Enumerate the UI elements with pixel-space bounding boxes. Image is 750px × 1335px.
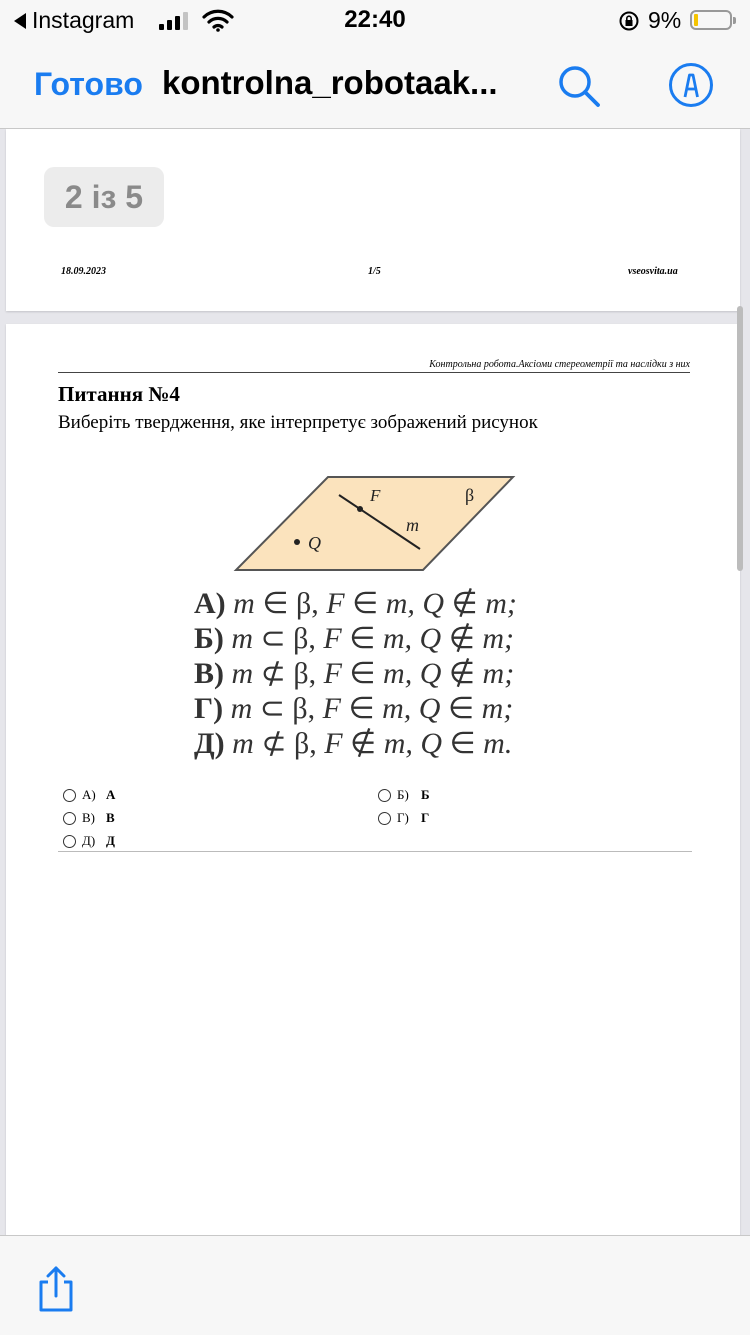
radio-button-icon[interactable] [63, 835, 76, 848]
divider [58, 851, 692, 852]
document-navbar [0, 44, 750, 129]
point-Q [294, 539, 300, 545]
page-header: Контрольна робота.Аксіоми стереометрії та наслідки з них [58, 359, 690, 373]
page-counter-badge: 2 із 5 [44, 167, 164, 227]
markup-pen-icon[interactable] [668, 62, 714, 108]
answer-option-v[interactable]: В) В [63, 810, 115, 826]
pdf-page-1 [6, 129, 740, 311]
footer-page-number: 1/5 [368, 266, 381, 277]
statement-b: Б) m ⊂ β, F ∈ m, Q ∉ m; [194, 622, 515, 655]
status-time: 22:40 [344, 6, 406, 33]
statement-g: Г) m ⊂ β, F ∈ m, Q ∈ m; [194, 692, 514, 725]
share-icon[interactable] [34, 1264, 78, 1314]
vertical-scrollbar[interactable] [737, 306, 743, 571]
footer-date: 18.09.2023 [61, 266, 106, 277]
battery-percent: 9% [648, 7, 682, 33]
plane-line-figure [231, 469, 521, 574]
rotation-lock-icon [617, 9, 641, 33]
statement-v: В) m ⊄ β, F ∈ m, Q ∉ m; [194, 657, 515, 690]
label-m: m [406, 515, 419, 535]
radio-button-icon[interactable] [378, 789, 391, 802]
done-button[interactable]: Готово [34, 66, 143, 102]
question-text: Виберіть твердження, яке інтерпретує зображений рисунок [58, 412, 538, 433]
statement-list [194, 586, 517, 761]
pdf-viewer[interactable] [0, 129, 750, 1235]
answer-option-g[interactable]: Г) Г [378, 810, 429, 826]
back-app-label: Instagram [32, 7, 135, 33]
label-F: F [370, 486, 381, 505]
label-Q: Q [308, 533, 321, 553]
pdf-page-2 [6, 324, 740, 1235]
statement-a: А) m ∈ β, F ∈ m, Q ∉ m; [194, 587, 517, 620]
radio-button-icon[interactable] [378, 812, 391, 825]
bottom-toolbar [0, 1235, 750, 1335]
footer-site: vseosvita.ua [628, 266, 678, 277]
radio-button-icon[interactable] [63, 789, 76, 802]
answer-option-d[interactable]: Д) Д [63, 833, 115, 849]
status-bar [0, 0, 750, 44]
document-title: kontrolna_robotaak... [162, 64, 498, 101]
point-F [357, 506, 363, 512]
battery-icon [690, 10, 732, 30]
answer-option-b[interactable]: Б) Б [378, 787, 430, 803]
label-beta: β [465, 485, 475, 505]
radio-button-icon[interactable] [63, 812, 76, 825]
statement-d: Д) m ⊄ β, F ∉ m, Q ∈ m. [194, 727, 513, 760]
question-title: Питання №4 [58, 382, 180, 406]
search-icon[interactable] [555, 62, 603, 110]
answer-option-a[interactable]: А) А [63, 787, 115, 803]
